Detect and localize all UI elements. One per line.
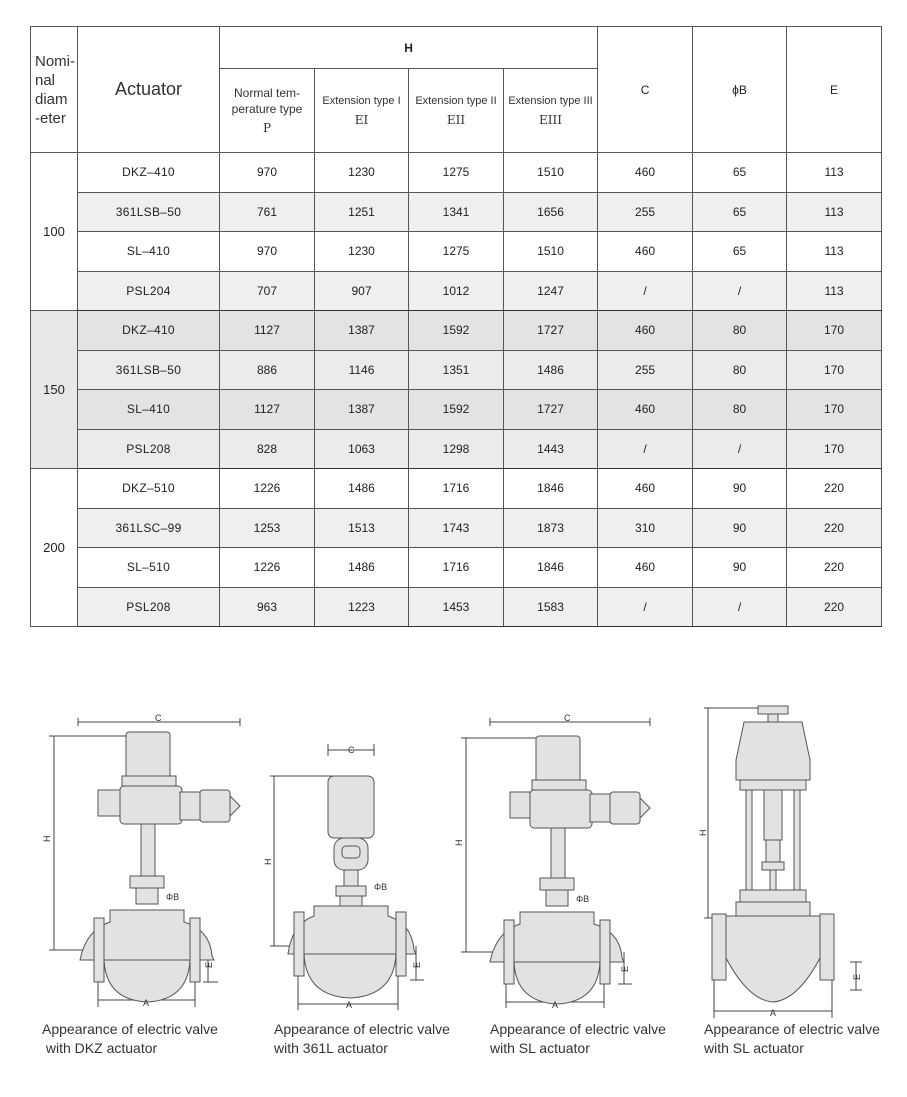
value-cell: 460 xyxy=(598,153,693,193)
value-cell: 65 xyxy=(693,232,787,272)
h-subheader-extension-3: Extension type III EIII xyxy=(504,69,598,153)
actuator-cell: PSL208 xyxy=(78,587,220,627)
actuator-cell: DKZ–410 xyxy=(78,311,220,351)
value-cell: 255 xyxy=(598,350,693,390)
actuator-header: Actuator xyxy=(78,27,220,153)
table-row xyxy=(31,271,882,311)
value-cell: 310 xyxy=(598,508,693,548)
actuator-cell: SL–410 xyxy=(78,232,220,272)
value-cell: 80 xyxy=(693,350,787,390)
value-cell: 1846 xyxy=(504,469,598,509)
value-cell: 170 xyxy=(787,390,882,430)
value-cell: 1275 xyxy=(409,232,504,272)
table-row xyxy=(31,429,882,469)
svg-text:C: C xyxy=(348,745,355,755)
value-cell: 1127 xyxy=(220,311,315,351)
svg-text:C: C xyxy=(564,713,571,723)
table-row xyxy=(31,469,882,509)
value-cell: 170 xyxy=(787,429,882,469)
value-cell: 1486 xyxy=(315,469,409,509)
svg-text:H: H xyxy=(42,835,52,842)
value-cell: 1387 xyxy=(315,311,409,351)
value-cell: 170 xyxy=(787,350,882,390)
table-row xyxy=(31,587,882,627)
value-cell: 707 xyxy=(220,271,315,311)
value-cell: 1351 xyxy=(409,350,504,390)
h-subheader-extension-2: Extension type II EII xyxy=(409,69,504,153)
svg-text:A: A xyxy=(770,1008,777,1018)
value-cell: 1583 xyxy=(504,587,598,627)
svg-text:A: A xyxy=(143,998,150,1008)
value-cell: 907 xyxy=(315,271,409,311)
value-cell: 1846 xyxy=(504,548,598,588)
svg-text:A: A xyxy=(346,1000,353,1010)
svg-text:E: E xyxy=(852,973,862,980)
value-cell: 1226 xyxy=(220,469,315,509)
value-cell: 460 xyxy=(598,469,693,509)
table-body xyxy=(31,153,882,627)
svg-text:C: C xyxy=(155,713,162,723)
figure-361l-valve xyxy=(263,740,438,1012)
actuator-cell: 361LSB–50 xyxy=(78,350,220,390)
svg-text:ΦB: ΦB xyxy=(374,882,388,892)
value-cell: 970 xyxy=(220,153,315,193)
value-cell: 1727 xyxy=(504,390,598,430)
value-cell: 460 xyxy=(598,548,693,588)
value-cell: 1510 xyxy=(504,153,598,193)
value-cell: 113 xyxy=(787,232,882,272)
table-row xyxy=(31,192,882,232)
table-row xyxy=(31,548,882,588)
value-cell: 1387 xyxy=(315,390,409,430)
svg-text:H: H xyxy=(698,829,708,836)
actuator-cell: PSL208 xyxy=(78,429,220,469)
value-cell: 1063 xyxy=(315,429,409,469)
nominal-diameter-cell: 100 xyxy=(31,153,78,311)
svg-text:ΦB: ΦB xyxy=(576,894,590,904)
value-cell: 90 xyxy=(693,508,787,548)
actuator-cell: DKZ–410 xyxy=(78,153,220,193)
value-cell: / xyxy=(598,429,693,469)
value-cell: 113 xyxy=(787,192,882,232)
value-cell: 220 xyxy=(787,469,882,509)
value-cell: 460 xyxy=(598,232,693,272)
table-row xyxy=(31,232,882,272)
value-cell: 1716 xyxy=(409,548,504,588)
h-header: H xyxy=(220,27,598,69)
caption-361l: Appearance of electric valve with 361L actuator xyxy=(274,1021,450,1056)
value-cell: 460 xyxy=(598,311,693,351)
actuator-cell: 361LSC–99 xyxy=(78,508,220,548)
value-cell: 460 xyxy=(598,390,693,430)
nominal-diameter-cell: 150 xyxy=(31,311,78,469)
value-cell: 1510 xyxy=(504,232,598,272)
svg-text:ΦB: ΦB xyxy=(166,892,180,902)
svg-text:E: E xyxy=(412,961,422,968)
value-cell: 1247 xyxy=(504,271,598,311)
value-cell: 80 xyxy=(693,311,787,351)
value-cell: 1592 xyxy=(409,390,504,430)
caption-dkz: Appearance of electric valve with DKZ actuator xyxy=(42,1021,218,1056)
value-cell: 1230 xyxy=(315,232,409,272)
h-subheader-normal: Normal tem- perature type P xyxy=(220,69,315,153)
actuator-cell: DKZ–510 xyxy=(78,469,220,509)
table-row xyxy=(31,311,882,351)
value-cell: 1275 xyxy=(409,153,504,193)
value-cell: 255 xyxy=(598,192,693,232)
value-cell: 1230 xyxy=(315,153,409,193)
svg-text:H: H xyxy=(454,839,464,846)
value-cell: 1453 xyxy=(409,587,504,627)
b-header: ϕB xyxy=(693,27,787,153)
value-cell: 90 xyxy=(693,548,787,588)
svg-text:H: H xyxy=(263,858,273,865)
value-cell: 1592 xyxy=(409,311,504,351)
value-cell: 1251 xyxy=(315,192,409,232)
value-cell: 90 xyxy=(693,469,787,509)
value-cell: 80 xyxy=(693,390,787,430)
value-cell: 170 xyxy=(787,311,882,351)
value-cell: 1727 xyxy=(504,311,598,351)
value-cell: 963 xyxy=(220,587,315,627)
c-header: C xyxy=(598,27,693,153)
value-cell: 1486 xyxy=(315,548,409,588)
specification-table xyxy=(30,26,882,627)
value-cell: 113 xyxy=(787,271,882,311)
value-cell: 113 xyxy=(787,153,882,193)
value-cell: 1146 xyxy=(315,350,409,390)
table-row xyxy=(31,153,882,193)
svg-text:E: E xyxy=(620,965,630,972)
e-header: E xyxy=(787,27,882,153)
table-row xyxy=(31,350,882,390)
value-cell: 220 xyxy=(787,587,882,627)
value-cell: 761 xyxy=(220,192,315,232)
value-cell: 1486 xyxy=(504,350,598,390)
table-row xyxy=(31,508,882,548)
dkz-valve-drawing xyxy=(40,712,250,1012)
svg-text:A: A xyxy=(552,1000,559,1010)
caption-sl-2: Appearance of electric valve with SL actuator xyxy=(704,1021,880,1056)
value-cell: 220 xyxy=(787,548,882,588)
value-cell: 1012 xyxy=(409,271,504,311)
value-cell: / xyxy=(693,429,787,469)
h-subheader-extension-1: Extension type I EI xyxy=(315,69,409,153)
value-cell: 1743 xyxy=(409,508,504,548)
value-cell: / xyxy=(693,587,787,627)
svg-text:E: E xyxy=(204,961,214,968)
value-cell: 886 xyxy=(220,350,315,390)
value-cell: 1226 xyxy=(220,548,315,588)
table-row xyxy=(31,390,882,430)
value-cell: 1513 xyxy=(315,508,409,548)
value-cell: 220 xyxy=(787,508,882,548)
sl-valve-drawing xyxy=(454,712,659,1012)
nominal-diameter-header: Nomi- nal diam -eter xyxy=(31,27,78,153)
value-cell: 1298 xyxy=(409,429,504,469)
value-cell: 1656 xyxy=(504,192,598,232)
sl-tall-valve-drawing xyxy=(700,700,870,1018)
value-cell: 1716 xyxy=(409,469,504,509)
caption-sl-1: Appearance of electric valve with SL actuator xyxy=(490,1021,666,1056)
value-cell: 65 xyxy=(693,153,787,193)
figure-sl-valve xyxy=(454,712,659,1012)
value-cell: 1341 xyxy=(409,192,504,232)
figure-sl-valve-tall xyxy=(700,700,870,1018)
value-cell: 1443 xyxy=(504,429,598,469)
value-cell: 970 xyxy=(220,232,315,272)
actuator-cell: PSL204 xyxy=(78,271,220,311)
value-cell: / xyxy=(598,271,693,311)
value-cell: 828 xyxy=(220,429,315,469)
figure-dkz-valve xyxy=(40,712,250,1012)
nominal-diameter-cell: 200 xyxy=(31,469,78,627)
value-cell: 1127 xyxy=(220,390,315,430)
value-cell: / xyxy=(598,587,693,627)
value-cell: 65 xyxy=(693,192,787,232)
value-cell: 1873 xyxy=(504,508,598,548)
actuator-cell: 361LSB–50 xyxy=(78,192,220,232)
value-cell: / xyxy=(693,271,787,311)
361l-valve-drawing xyxy=(263,740,438,1012)
value-cell: 1253 xyxy=(220,508,315,548)
value-cell: 1223 xyxy=(315,587,409,627)
actuator-cell: SL–510 xyxy=(78,548,220,588)
actuator-cell: SL–410 xyxy=(78,390,220,430)
